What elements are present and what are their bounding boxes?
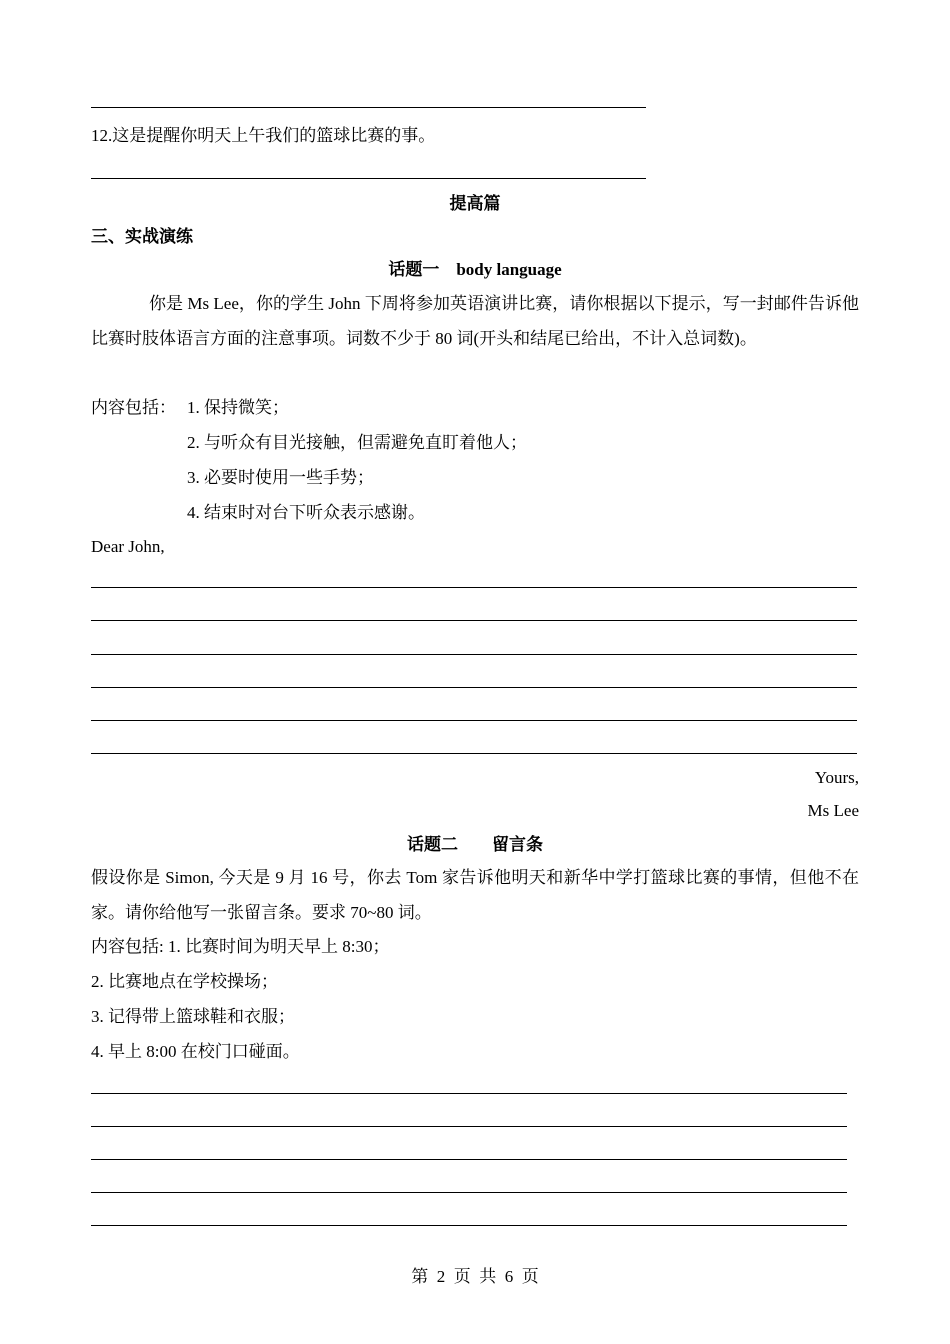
answer-line[interactable]	[91, 178, 646, 179]
topic1-point: 2. 与听众有目光接触，但需避免直盯着他人；	[187, 433, 527, 452]
topic1-title: 话题一 body language	[388, 260, 562, 279]
letter-closing: Yours,	[814, 768, 859, 787]
topic2-title: 话题二 留言条	[407, 835, 543, 854]
writing-line[interactable]	[91, 1126, 847, 1127]
topic2-point: 内容包括: 1. 比赛时间为明天早上 8:30；	[91, 937, 390, 956]
letter-greeting: Dear John,	[91, 537, 165, 556]
writing-line[interactable]	[91, 620, 857, 621]
writing-line[interactable]	[91, 687, 857, 688]
page-footer: 第 2 页 共 6 页	[411, 1267, 539, 1286]
section-heading: 提高篇	[449, 194, 501, 213]
writing-line[interactable]	[91, 1192, 847, 1193]
topic1-prompt: 你是 Ms Lee，你的学生 John 下周将参加英语演讲比赛，请你根据以下提示，写一封邮件告诉他比赛时肢体语言方面的注意事项。词数不少于 80 词(开头和结尾已给出，不计入总词数)。	[91, 294, 859, 348]
writing-line[interactable]	[91, 1159, 847, 1160]
topic2-point: 2. 比赛地点在学校操场；	[91, 972, 278, 991]
letter-signature: Ms Lee	[807, 801, 859, 820]
topic2-point: 4. 早上 8:00 在校门口碰面。	[91, 1042, 300, 1061]
topic1-point: 3. 必要时使用一些手势；	[187, 468, 374, 487]
writing-line[interactable]	[91, 753, 857, 754]
topic2-point: 3. 记得带上篮球鞋和衣服；	[91, 1007, 295, 1026]
writing-line[interactable]	[91, 1093, 847, 1094]
topic1-point: 4. 结束时对台下听众表示感谢。	[187, 503, 425, 522]
writing-line[interactable]	[91, 587, 857, 588]
writing-line[interactable]	[91, 1225, 847, 1226]
writing-line[interactable]	[91, 720, 857, 721]
answer-line[interactable]	[91, 107, 646, 108]
topic2-prompt: 假设你是 Simon, 今天是 9 月 16 号，你去 Tom 家告诉他明天和新华中学打篮球比赛的事情，但他不在家。请你给他写一张留言条。要求 70~80 词。	[91, 868, 859, 922]
question-12: 12.这是提醒你明天上午我们的篮球比赛的事。	[91, 126, 436, 145]
part-heading: 三、实战演练	[91, 227, 193, 246]
topic1-content-label: 内容包括：	[91, 398, 176, 417]
writing-line[interactable]	[91, 654, 857, 655]
topic1-point: 1. 保持微笑；	[187, 398, 289, 417]
